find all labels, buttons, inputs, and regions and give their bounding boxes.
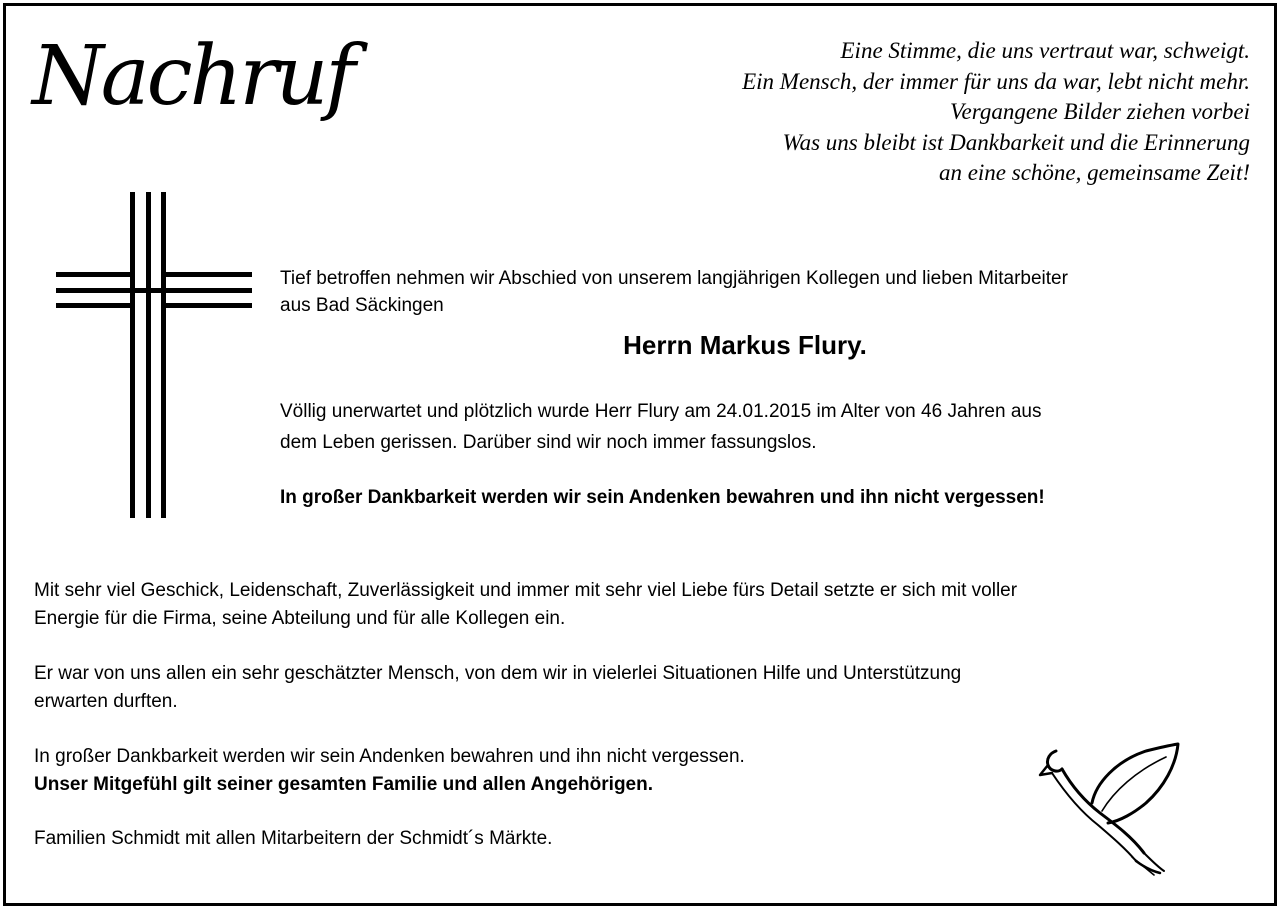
appreciation-line: erwarten durften. xyxy=(34,691,178,712)
paragraph-line: Völlig unerwartet und plötzlich wurde Herr Flury am 24.01.2015 im Alter von 46 Jahren aus xyxy=(280,401,1042,422)
tribute-line: Mit sehr viel Geschick, Leidenschaft, Zuverlässigkeit und immer mit sehr viel Liebe fürs Detail setzte er sich mit voller xyxy=(34,580,1018,601)
memorial-verse xyxy=(742,36,1250,189)
intro-line: aus Bad Säckingen xyxy=(280,295,444,316)
appreciation-line: Er war von uns allen ein sehr geschätzter Mensch, von dem wir in vielerlei Situationen Hilfe und Unterstützung xyxy=(34,663,962,684)
gratitude-statement: In großer Dankbarkeit werden wir sein Andenken bewahren und ihn nicht vergessen! xyxy=(280,487,1045,508)
condolence-line: In großer Dankbarkeit werden wir sein Andenken bewahren und ihn nicht vergessen. xyxy=(34,746,745,767)
deceased-name: Herrn Markus Flury. xyxy=(623,330,867,360)
verse-line: Vergangene Bilder ziehen vorbei xyxy=(950,99,1250,124)
verse-line: Ein Mensch, der immer für uns da war, lebt nicht mehr. xyxy=(742,68,1250,94)
paragraph-line: dem Leben gerissen. Darüber sind wir noch immer fassungslos. xyxy=(280,432,817,453)
dove-icon xyxy=(1036,741,1186,876)
condolence-line-bold: Unser Mitgefühl gilt seiner gesamten Familie und allen Angehörigen. xyxy=(34,774,654,795)
appreciation-paragraph xyxy=(34,660,1254,716)
verse-line: Eine Stimme, die uns vertraut war, schweigt. xyxy=(840,38,1250,63)
tribute-line: Energie für die Firma, seine Abteilung und für alle Kollegen ein. xyxy=(34,608,566,629)
signature: Familien Schmidt mit allen Mitarbeitern der Schmidt´s Märkte. xyxy=(34,828,553,849)
intro-text xyxy=(280,265,1270,319)
verse-line: Was uns bleibt ist Dankbarkeit und die Erinnerung xyxy=(782,129,1250,155)
tribute-paragraph xyxy=(34,577,1254,633)
verse-line: an eine schöne, gemeinsame Zeit! xyxy=(938,160,1250,185)
obituary-frame xyxy=(3,3,1277,906)
obituary-heading: Nachruf xyxy=(32,29,353,124)
cross-icon xyxy=(56,192,252,518)
circumstance-paragraph xyxy=(280,396,1230,458)
intro-line: Tief betroffen nehmen wir Abschied von unserem langjährigen Kollegen und lieben Mitarbeiter xyxy=(280,268,1068,289)
